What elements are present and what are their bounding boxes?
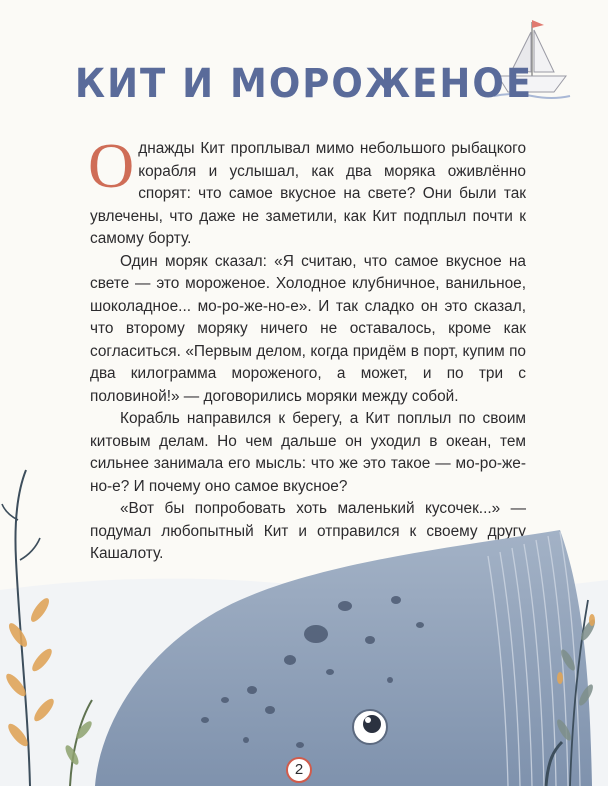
seaweed-right xyxy=(540,560,608,786)
seaweed-left xyxy=(0,460,110,786)
drop-cap: О xyxy=(88,130,135,201)
page-number: 2 xyxy=(286,757,312,783)
story-paragraph-3: Корабль направился к берегу, а Кит поплыл по своим китовым делам. Но чем дальше он уходил в океан, тем сильнее занимала его мысль: что же это такое — мо-ро-же-но-е? И почему оно самое вкусное? xyxy=(90,410,526,495)
paragraph-1-text: днажды Кит проплывал мимо небольшого рыбацкого корабля и услышал, как два моряка оживлённо спорят: что самое вкусное на свете? Они были так увлечены, что даже не заметили, как Кит подплыл почти к самому борту. xyxy=(90,140,526,247)
story-paragraph-4: «Вот бы попробовать хоть маленький кусочек...» — подумал любопытный Кит и отправился к своему другу Кашалоту. xyxy=(90,500,526,562)
page-title: КИТ И МОРОЖЕНОЕ xyxy=(74,60,534,107)
story-paragraph-2: Один моряк сказал: «Я считаю, что самое вкусное на свете — это мороженое. Холодное клубничное, ванильное, шоколадное... мо-ро-же-но-е». И так сладко он это сказал, что второму моряку ничего не оставалось, кроме как согласиться. «Первым делом, когда придём в порт, купим по два килограмма мороженого, а может, и по три с половиной!» — договорились моряки между собой. xyxy=(90,252,526,405)
